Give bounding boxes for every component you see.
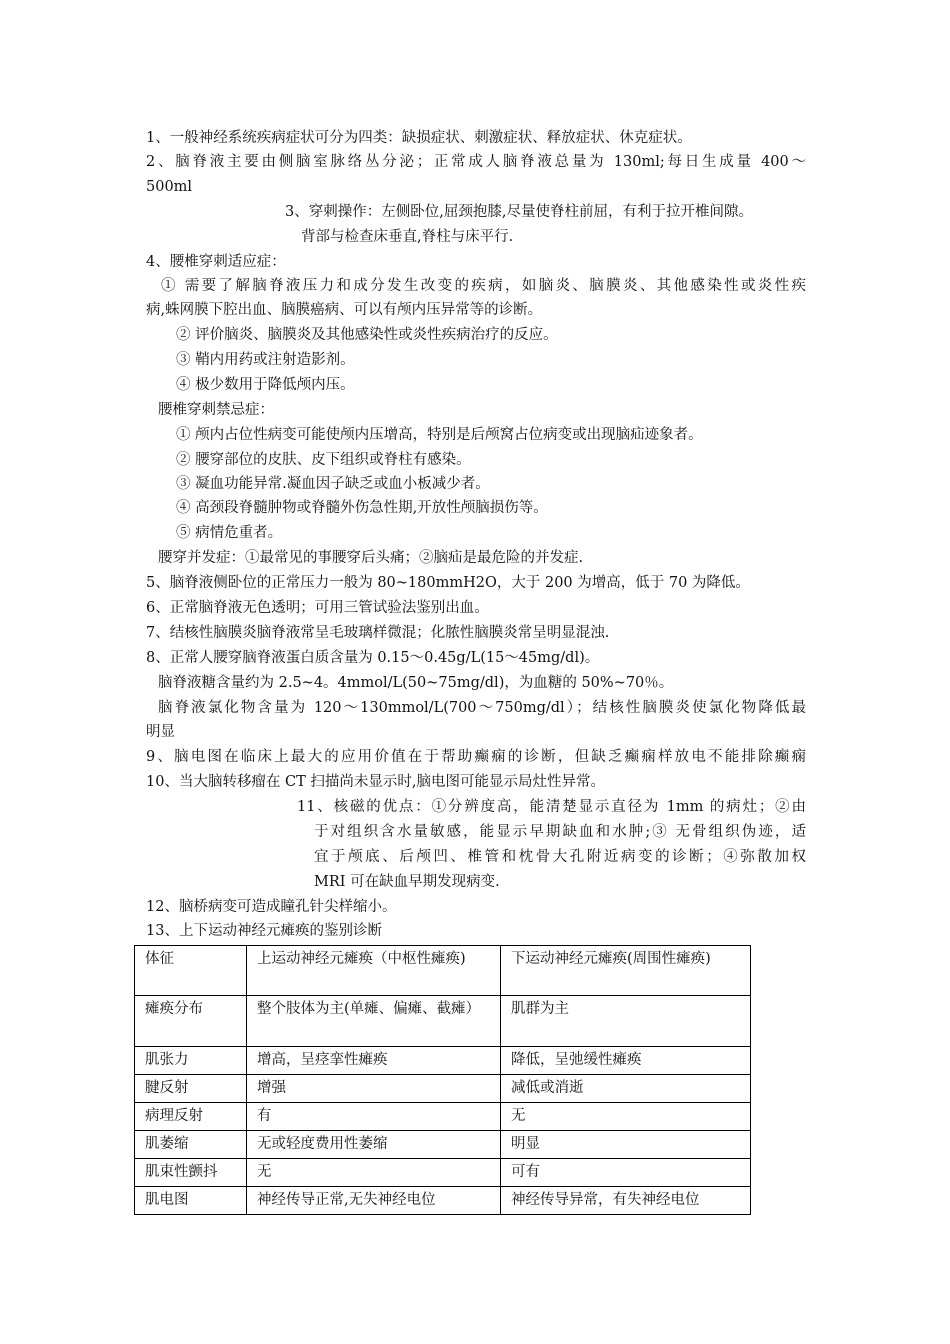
note-1: 1、一般神经系统疾病症状可分为四类：缺损症状、刺激症状、释放症状、休克症状。 (146, 130, 692, 146)
table-cell: 神经传导异常，有失神经电位 (501, 1187, 751, 1215)
neuron-paralysis-table (134, 945, 751, 1215)
table-cell: 神经传导正常,无失神经电位 (247, 1187, 501, 1215)
note-11-line-1: 11、核磁的优点：①分辨度高，能清楚显示直径为 1mm 的病灶；②由 (297, 799, 806, 815)
table-cell: 增强 (247, 1075, 501, 1103)
table-cell: 肌群为主 (501, 996, 751, 1047)
table-cell: 减低或消逝 (501, 1075, 751, 1103)
table-row (135, 1103, 751, 1131)
note-5: 5、脑脊液侧卧位的正常压力一般为 80~180mmH2O，大于 200 为增高，低于 70 为降低。 (146, 575, 750, 591)
note-4-item-3: ③ 鞘内用药或注射造影剂。 (176, 352, 355, 368)
note-9: 9、脑电图在临床上最大的应用价值在于帮助癫痫的诊断，但缺乏癫痫样放电不能排除癫痫 (146, 749, 806, 765)
contraindication-2: ② 腰穿部位的皮肤、皮下组织或脊柱有感染。 (176, 452, 471, 468)
note-12: 12、脑桥病变可造成瞳孔针尖样缩小。 (146, 899, 397, 915)
table-cell: 肌电图 (135, 1187, 247, 1215)
note-4-item-4: ④ 极少数用于降低颅内压。 (176, 377, 355, 393)
table-cell: 瘫痪分布 (135, 996, 247, 1047)
note-2-line-2: 500ml (146, 179, 193, 195)
contraindication-heading: 腰椎穿刺禁忌症： (158, 402, 274, 418)
note-10: 10、当大脑转移瘤在 CT 扫描尚未显示时,脑电图可能显示局灶性异常。 (146, 774, 606, 790)
note-7: 7、结核性脑膜炎脑脊液常呈毛玻璃样微混；化脓性脑膜炎常呈明显混浊. (146, 625, 610, 641)
table-row (135, 1075, 751, 1103)
table-row (135, 996, 751, 1047)
note-2-line-1: 2、脑脊液主要由侧脑室脉络丛分泌；正常成人脑脊液总量为 130ml;每日生成量 400～ (146, 154, 806, 170)
table-row (135, 1047, 751, 1075)
table-header-cell: 上运动神经元瘫痪（中枢性瘫痪) (247, 946, 501, 996)
note-6: 6、正常脑脊液无色透明；可用三管试验法鉴别出血。 (146, 600, 489, 616)
contraindication-4: ④ 高颈段脊髓肿物或脊髓外伤急性期,开放性颅脑损伤等。 (176, 500, 548, 516)
table-cell: 肌萎缩 (135, 1131, 247, 1159)
contraindication-1: ① 颅内占位性病变可能使颅内压增高，特别是后颅窝占位病变或出现脑疝迹象者。 (176, 427, 703, 443)
note-4-heading: 4、腰椎穿刺适应症： (146, 254, 286, 270)
table-cell: 无 (247, 1159, 501, 1187)
table-header-row (135, 946, 751, 996)
table-cell: 增高，呈痉挛性瘫痪 (247, 1047, 501, 1075)
contraindication-5: ⑤ 病情危重者。 (176, 525, 283, 541)
table-cell: 有 (247, 1103, 501, 1131)
table-cell: 降低，呈弛缓性瘫痪 (501, 1047, 751, 1075)
note-8: 8、正常人腰穿脑脊液蛋白质含量为 0.15～0.45g/L(15～45mg/dl)。 (146, 650, 600, 666)
note-4-item-2: ② 评价脑炎、脑膜炎及其他感染性或炎性疾病治疗的反应。 (176, 327, 558, 343)
table-row (135, 1187, 751, 1215)
contraindication-3: ③ 凝血功能异常.凝血因子缺乏或血小板减少者。 (176, 476, 490, 492)
note-3-line-2: 背部与检查床垂直,脊柱与床平行. (301, 229, 514, 245)
table-cell: 肌张力 (135, 1047, 247, 1075)
table-cell: 整个肢体为主(单瘫、偏瘫、截瘫） (247, 996, 501, 1047)
table-header-cell: 下运动神经元瘫痪(周围性瘫痪) (501, 946, 751, 996)
table-cell: 病理反射 (135, 1103, 247, 1131)
note-8-chloride-line-1: 脑脊液氯化物含量为 120～130mmol/L(700～750mg/dl）；结核性脑膜炎使氯化物降低最 (158, 700, 806, 716)
note-4-item-1-line-2: 病,蛛网膜下腔出血、脑膜癌病、可以有颅内压异常等的诊断。 (146, 302, 543, 318)
note-8-chloride-line-2: 明显 (146, 724, 175, 740)
table-row (135, 1131, 751, 1159)
table-cell: 肌束性颤抖 (135, 1159, 247, 1187)
table-header-cell: 体征 (135, 946, 247, 996)
table-cell: 可有 (501, 1159, 751, 1187)
note-11-line-3: 宜于颅底、后颅凹、椎管和枕骨大孔附近病变的诊断；④弥散加权 (314, 849, 806, 865)
note-11-line-4: MRI 可在缺血早期发现病变. (314, 874, 500, 890)
note-8-glucose: 脑脊液糖含量约为 2.5~4。4mmol/L(50~75mg/dl)，为血糖的 50%~70％。 (158, 675, 674, 691)
complications: 腰穿并发症：①最常见的事腰穿后头痛；②脑疝是最危险的并发症. (158, 550, 584, 566)
note-11-line-2: 于对组织含水量敏感，能显示早期缺血和水肿;③ 无骨组织伪迹，适 (314, 824, 806, 840)
table-cell: 腱反射 (135, 1075, 247, 1103)
table-row (135, 1159, 751, 1187)
table-cell: 无 (501, 1103, 751, 1131)
table-cell: 无或轻度费用性萎缩 (247, 1131, 501, 1159)
note-4-item-1-line-1: ① 需要了解脑脊液压力和成分发生改变的疾病，如脑炎、脑膜炎、其他感染性或炎性疾 (161, 278, 806, 294)
note-13-heading: 13、上下运动神经元瘫痪的鉴别诊断 (146, 923, 382, 939)
table-cell: 明显 (501, 1131, 751, 1159)
note-3-line-1: 3、穿刺操作：左侧卧位,屈颈抱膝,尽量使脊柱前屈，有利于拉开椎间隙。 (285, 204, 753, 220)
